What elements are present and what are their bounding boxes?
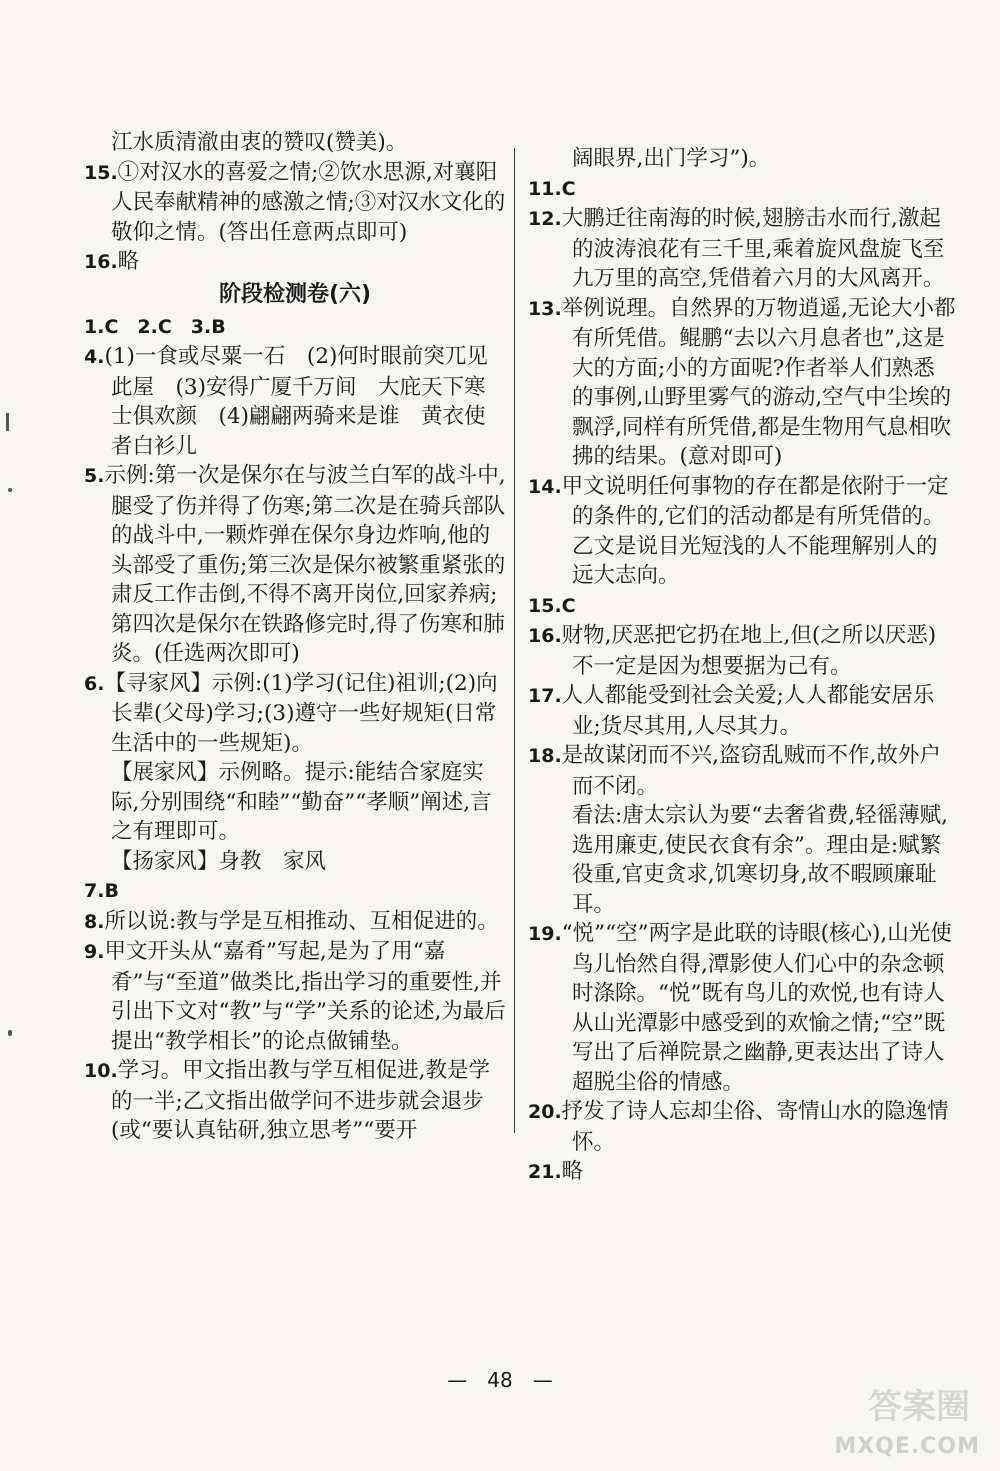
- page-number: 48: [487, 1368, 513, 1392]
- answer-16: [528, 621, 956, 681]
- answer-number: 18.: [528, 745, 562, 767]
- answer-number: 5.: [84, 465, 105, 487]
- answer-10: [84, 1056, 506, 1146]
- answer-16: [84, 247, 506, 278]
- watermark-logo: [780, 1379, 980, 1459]
- answer-17: [528, 681, 956, 741]
- answer-text: 11.C: [528, 177, 576, 200]
- answer-18-part: 看法:唐太宗认为要“去奢省费,轻徭薄赋,选用廉吏,使民衣食有余”。理由是:赋繁役重,官吏贪求,饥寒切身,故不暇顾廉耻耳。: [572, 803, 948, 917]
- right-column: [528, 144, 956, 1188]
- answer-text: 抒发了诗人忘却尘俗、寄情山水的隐逸情怀。: [561, 1099, 949, 1155]
- answer-15: [84, 158, 506, 248]
- answer-number: 9.: [84, 941, 105, 963]
- answer-number: 8.: [84, 910, 105, 933]
- answer-text: 举例说理。自然界的万物逍遥,无论大小都有所凭借。鲲鹏“去以六月息者也”,这是大的方面;小的方面呢?作者举人们熟悉的事例,山野里雾气的游动,空气中尘埃的飘浮,同样有所凭借,都是生物用气息相吹拂的结果。(意对即可): [561, 295, 956, 469]
- answer-text: 1.C 2.C 3.B: [84, 315, 226, 338]
- answer-14: [528, 472, 956, 591]
- answer-text: 大鹏迁往南海的时候,翅膀击水而行,激起的波涛浪花有三千里,乘着旋风盘旋飞至九万里的高空,凭借着六月的大风离开。: [561, 206, 945, 291]
- answer-number: 19.: [528, 923, 562, 945]
- answer-20: [528, 1097, 956, 1157]
- answer-11: [528, 174, 956, 205]
- answer-6-part: 【展家风】示例略。提示:能结合家庭实际,分别围绕“和睦”“勤奋”“孝顺”阐述,言之有理即可。: [111, 760, 492, 844]
- answer-1-3: [84, 312, 506, 343]
- answer-number: 21.: [528, 1161, 562, 1183]
- answer-text: 略: [117, 249, 140, 274]
- answer-12: [528, 204, 956, 294]
- answer-number: 14.: [528, 475, 562, 498]
- answer-number: 20.: [528, 1101, 562, 1123]
- answer-text: 7.B: [84, 880, 119, 902]
- answer-text: 所以说:教与学是互相推动、互相促进的。: [104, 908, 499, 934]
- scan-mark: [8, 1030, 12, 1036]
- left-column: [84, 128, 506, 1146]
- answer-number: 10.: [84, 1060, 118, 1082]
- answer-number: 16.: [84, 251, 118, 273]
- answer-6: [84, 669, 506, 759]
- answer-continuation: 江水质清澈由衷的赞叹(赞美)。: [111, 130, 408, 155]
- answer-continuation: 阔眼界,出门学习”)。: [572, 146, 771, 171]
- answer-text: ①对汉水的喜爱之情;②饮水思源,对襄阳人民奉献精神的感激之情;③对汉水文化的敬仰之情。(答出任意两点即可): [111, 159, 506, 245]
- answer-9: [84, 937, 506, 1056]
- answer-number: 15.: [84, 161, 118, 184]
- answer-number: 6.: [84, 672, 105, 695]
- answer-6-part: 【扬家风】身教 家风: [111, 848, 327, 874]
- answer-18: [528, 741, 956, 801]
- answer-number: 4.: [84, 346, 105, 368]
- column-divider: [514, 148, 515, 1133]
- answer-text: “悦”“空”两字是此联的诗眼(核心),山光使鸟儿怡然自得,潭影使人们心中的杂念顿时涤除。“悦”既有鸟儿的欢悦,也有诗人从山光潭影中感受到的欢愉之情;“空”既写出了后禅院景之幽静,更表达出了诗人超脱尘俗的情感。: [561, 921, 952, 1095]
- scan-mark: [8, 488, 12, 492]
- answer-text: 【寻家风】示例:(1)学习(记住)祖训;(2)向长辈(父母)学习;(3)遵守一些好规矩(日常生活中的一些规矩)。: [104, 670, 498, 756]
- answer-4: [84, 342, 506, 461]
- answer-number: 16.: [528, 625, 562, 647]
- answer-21: [528, 1157, 956, 1188]
- answer-text: 甲文开头从“嘉肴”写起,是为了用“嘉肴”与“至道”做类比,指出学习的重要性,并引出下文对“教”与“学”关系的论述,为最后提出“教学相长”的论点做铺垫。: [104, 939, 506, 1054]
- answer-text: 是故谋闭而不兴,盗窃乱贼而不作,故外户而不闭。: [561, 743, 941, 799]
- answer-text: 示例:第一次是保尔在与波兰白军的战斗中,腿受了伤并得了伤寒;第二次是在骑兵部队的战斗中,一颗炸弹在保尔身边炸响,他的头部受了重伤;第三次是保尔被繁重紧张的肃反工作击倒,不得不离开岗位,回家养病;第四次是保尔在铁路修完时,得了伤寒和肺炎。(任选两次即可): [104, 463, 506, 666]
- answer-text: 人人都能受到社会关爱;人人都能安居乐业;货尽其用,人尽其力。: [561, 683, 935, 739]
- answer-text: 略: [561, 1159, 584, 1184]
- answer-15: [528, 591, 956, 622]
- answer-5: [84, 461, 506, 669]
- answer-text: 15.C: [528, 594, 576, 617]
- answer-8: [84, 907, 506, 938]
- answer-number: 17.: [528, 685, 562, 707]
- answer-text: (1)一食或尽粟一石 (2)何时眼前突兀见此屋 (3)安得广厦千万间 大庇天下寒士俱欢颜 (4)翩翩两骑来是谁 黄衣使者白衫儿: [104, 344, 488, 459]
- watermark-site: MXQE.COM: [834, 1434, 980, 1459]
- dash-right: —: [512, 1368, 553, 1392]
- answer-7: [84, 876, 506, 907]
- answer-text: 财物,厌恶把它扔在地上,但(之所以厌恶)不一定是因为想要据为己有。: [561, 623, 937, 679]
- answer-text: 学习。甲文指出教与学互相促进,教是学的一半;乙文指出做学问不进步就会退步(或“要认真钻研,独立思考”“要开: [111, 1058, 491, 1143]
- dash-left: —: [447, 1368, 488, 1392]
- answer-text: 甲文说明任何事物的存在都是依附于一定的条件的,它们的活动都是有所凭借的。乙文是说目光短浅的人不能理解别人的远大志向。: [561, 473, 949, 588]
- answer-number: 12.: [528, 208, 562, 230]
- answer-13: [528, 294, 956, 472]
- answer-number: 13.: [528, 297, 562, 320]
- watermark-logo-text: 答案圈: [868, 1387, 970, 1427]
- answer-19: [528, 919, 956, 1097]
- scan-mark: [6, 413, 9, 431]
- section-title: 阶段检测卷(六): [218, 281, 372, 307]
